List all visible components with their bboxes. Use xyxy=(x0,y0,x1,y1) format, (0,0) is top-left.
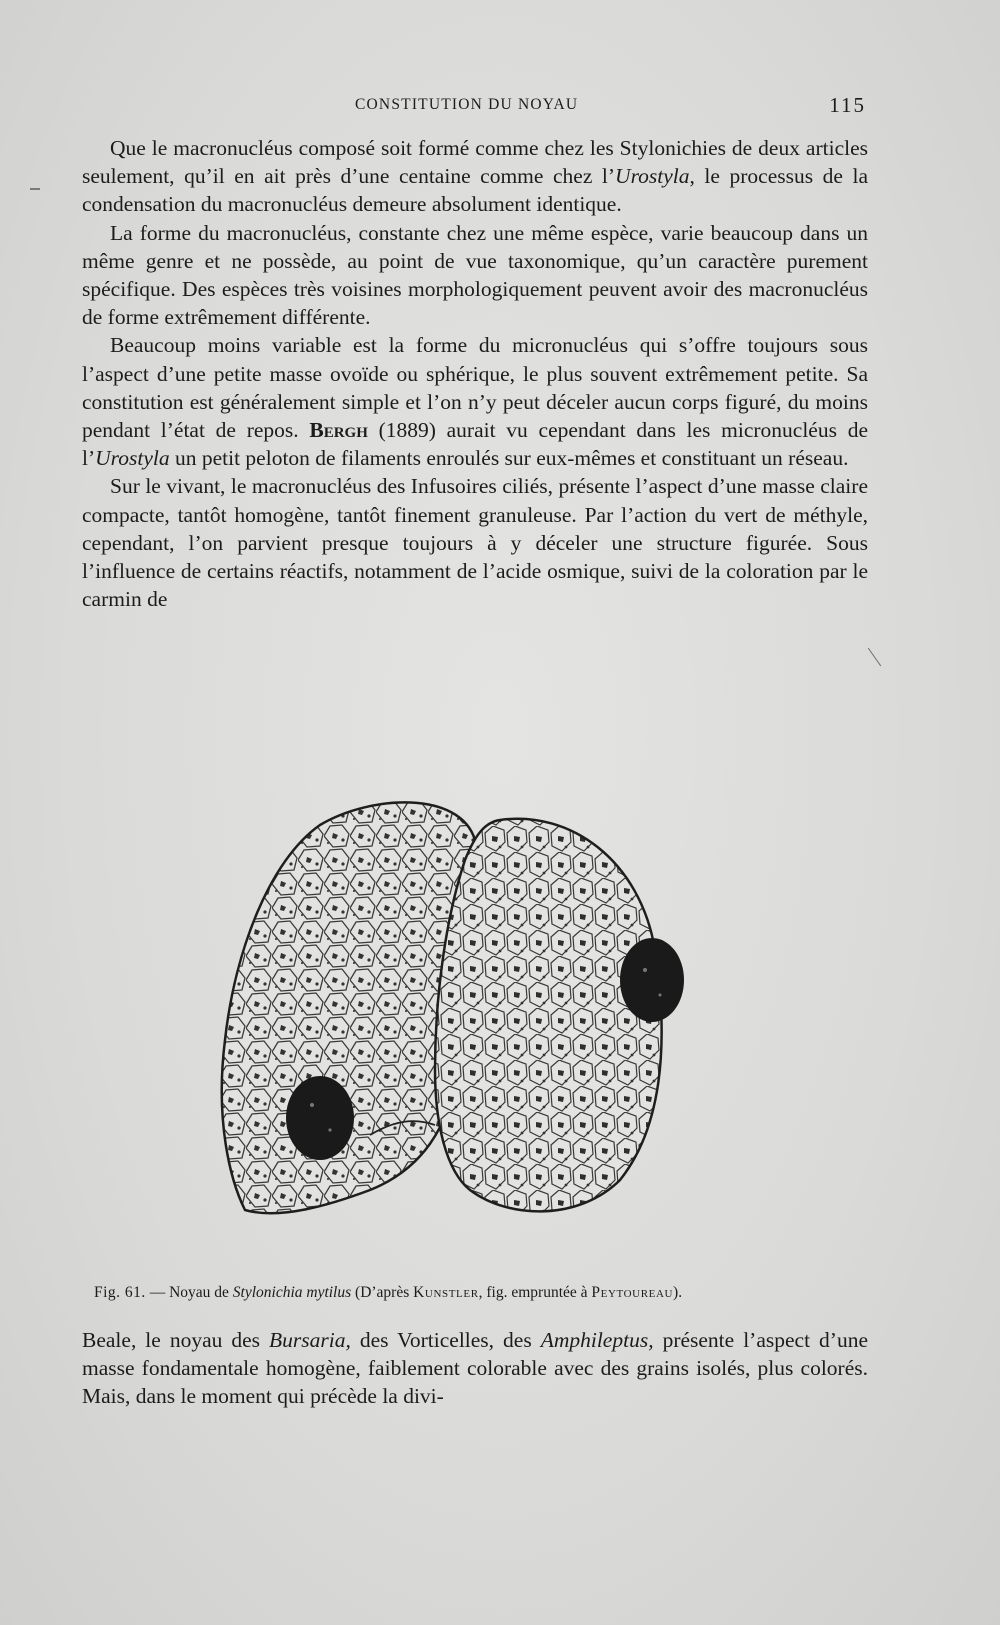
caption-author: Peytoureau xyxy=(591,1284,674,1301)
figure-caption xyxy=(94,1283,874,1303)
italic-genus: Bursaria, xyxy=(269,1328,351,1352)
figure-61-illustration xyxy=(220,800,700,1280)
paragraph-5 xyxy=(82,1326,868,1411)
micronucleus-right xyxy=(620,938,684,1022)
caption-text: ). xyxy=(673,1284,683,1301)
body-text-bottom xyxy=(82,1326,868,1411)
paragraph-text: Que le macronucléus composé soit formé comme chez les Stylonichies de deux articles seulement, qu’il en ait près d’une centaine comme chez l’ xyxy=(82,136,868,189)
margin-mark xyxy=(30,188,40,190)
running-head xyxy=(88,93,866,122)
paragraph-4: Sur le vivant, le macronucléus des Infusoires ciliés, présente l’aspect d’une masse claire compacte, tantôt homogène, tantôt finement granuleuse. Par l’action du vert de méthyle, cependant, l’on parvient presque toujours à y déceler une structure figurée. Sous l’influence de certains réactifs, notamment de l’acide osmique, suivi de la coloration par le carmin de xyxy=(82,474,868,612)
paragraph-text: des Vorticelles, des xyxy=(350,1328,541,1352)
caption-number: Fig. 61. xyxy=(94,1284,146,1301)
micronucleus-left xyxy=(286,1076,354,1160)
paragraph-3 xyxy=(82,331,868,472)
paragraph-text: (1889) aurait vu cependant dans les micronucléus de l’ xyxy=(82,418,868,471)
author-name: Bergh xyxy=(309,418,368,443)
caption-text: (D’après xyxy=(351,1284,414,1301)
paragraph-1 xyxy=(82,134,868,219)
caption-text: , fig. empruntée à xyxy=(478,1284,592,1301)
margin-mark xyxy=(868,648,881,667)
page-number: 115 xyxy=(829,93,866,117)
right-nucleus-lobe xyxy=(435,819,662,1212)
paragraph-text: un petit peloton de filaments enroulés sur eux-mêmes et constituant un réseau. xyxy=(169,446,849,471)
paragraph-text: , le processus de la condensation du macronucléus demeure absolument identique. xyxy=(82,164,868,217)
caption-author: Kunstler xyxy=(413,1284,479,1301)
italic-genus: Urostyla xyxy=(615,164,690,189)
italic-genus: Urostyla xyxy=(95,446,170,471)
body-text-top xyxy=(82,134,868,613)
paragraph-2: La forme du macronucléus, constante chez une même espèce, varie beaucoup dans un même genre et ne possède, au point de vue taxonomique, qu’un caractère purement spécifique. Des espèces très voisines morphologiquement peuvent avoir des macronucléus de forme extrêmement différente. xyxy=(82,220,868,330)
italic-genus: Amphileptus, xyxy=(540,1328,654,1352)
caption-species: Stylonichia mytilus xyxy=(232,1284,352,1301)
paragraph-text: Beaucoup moins variable est la forme du micronucléus qui s’offre toujours sous l’aspect d’une petite masse ovoïde ou sphérique, le plus souvent extrêmement petite. Sa constitution est généralement simple et l’on n’y peut déceler aucun corps figuré, du moins pendant l’état de repos. xyxy=(82,333,868,443)
paragraph-text: présente l’aspect d’une masse fondamentale homogène, faiblement colorable avec des grains isolés, plus colorés. Mais, dans le moment qui précède la divi- xyxy=(82,1328,868,1409)
running-head-title: CONSTITUTION DU NOYAU xyxy=(355,96,579,113)
nucleus-drawing xyxy=(220,800,700,1280)
caption-text: — Noyau de xyxy=(149,1284,233,1301)
paragraph-text: Beale, le noyau des xyxy=(82,1328,270,1352)
